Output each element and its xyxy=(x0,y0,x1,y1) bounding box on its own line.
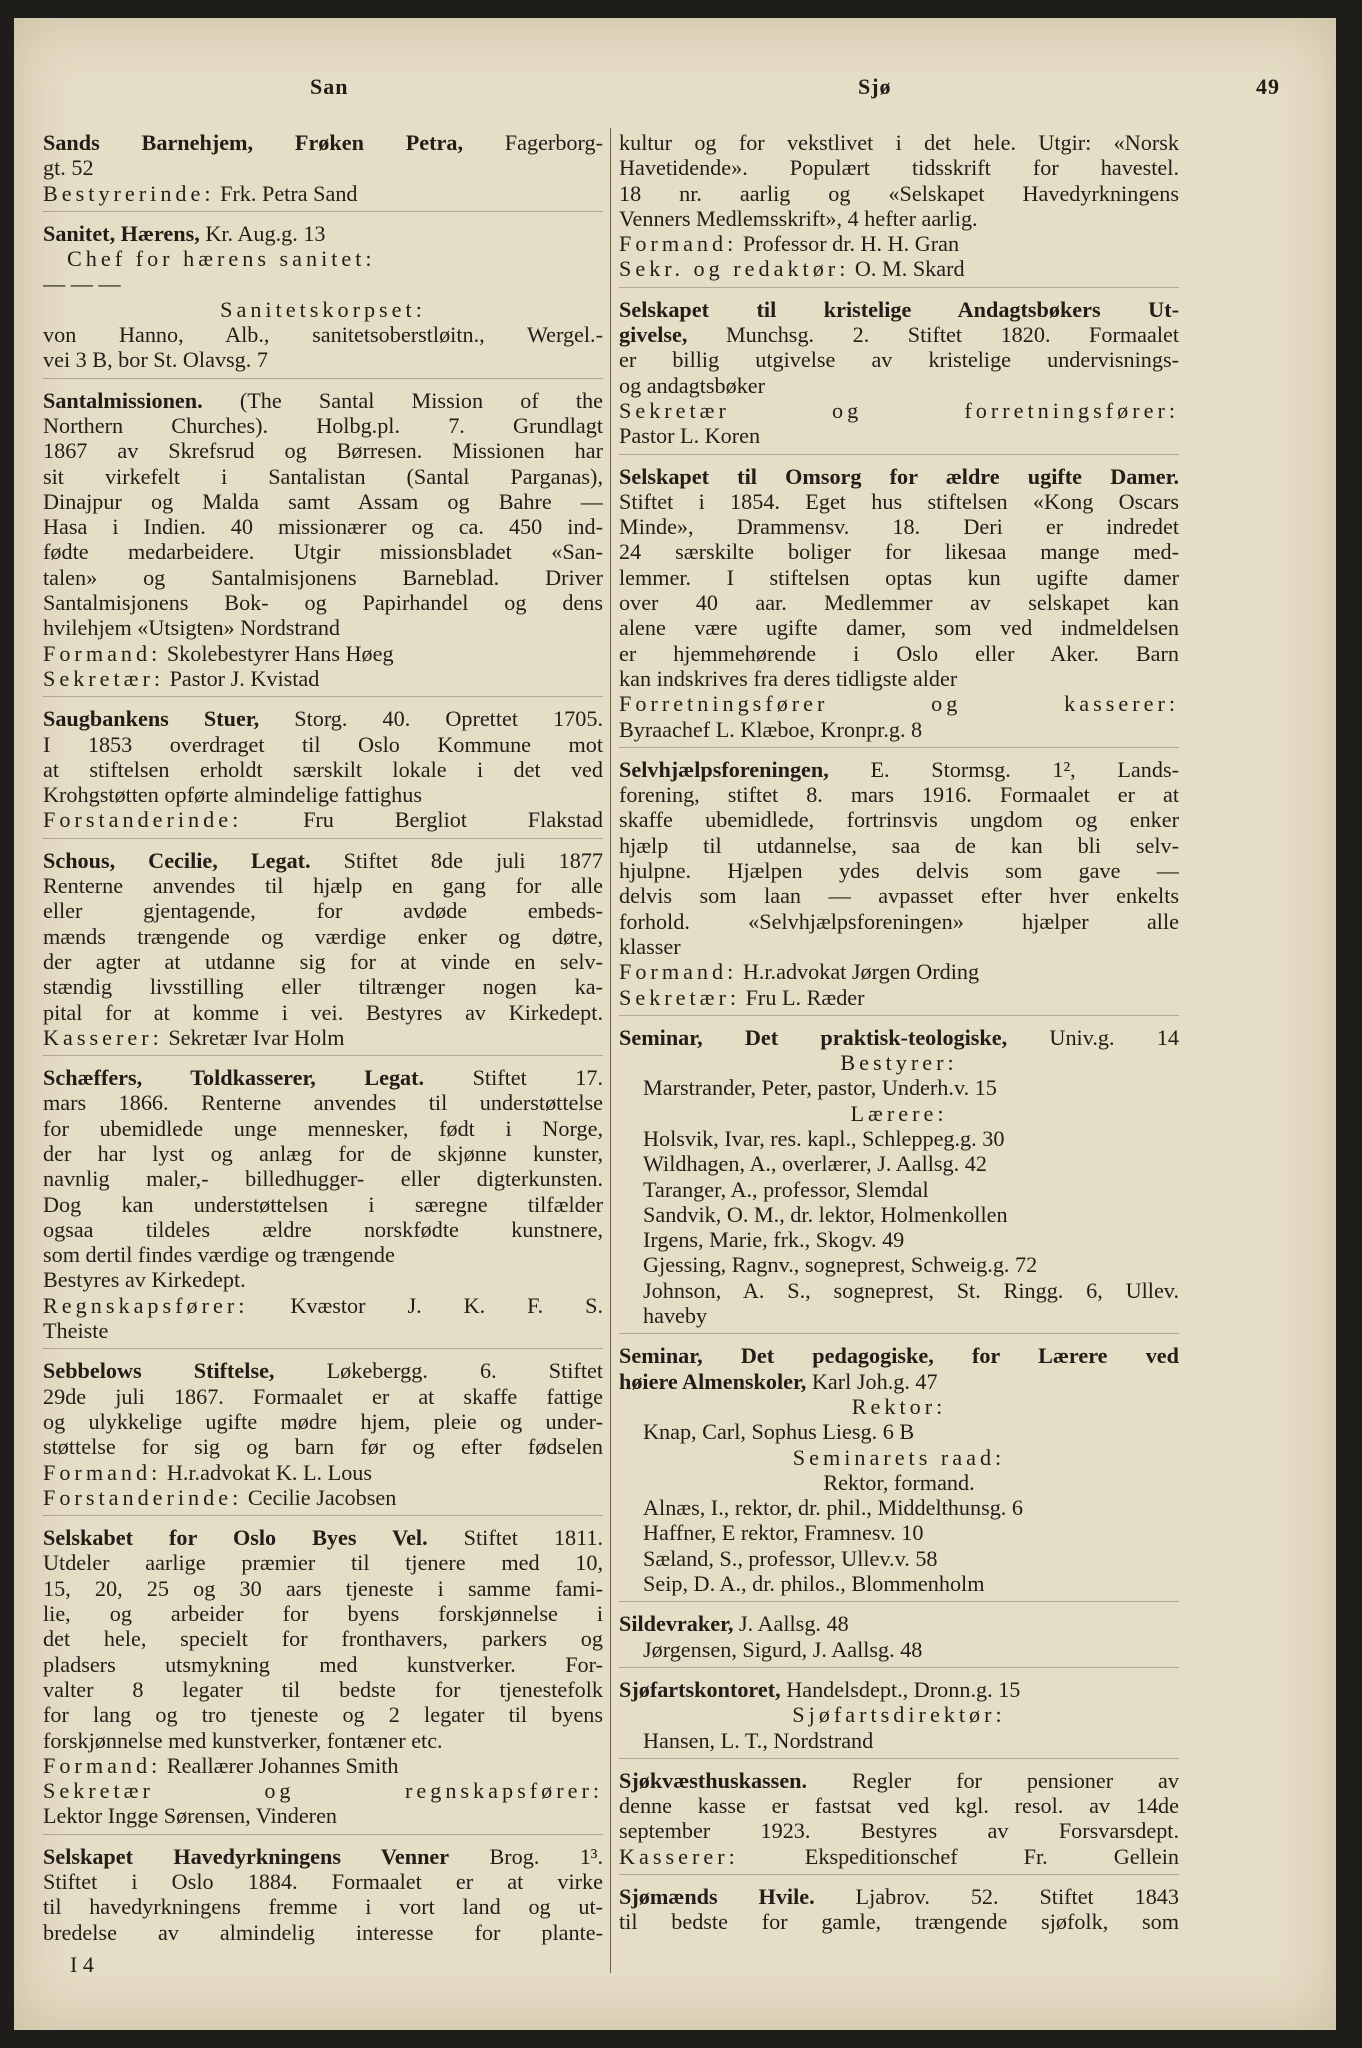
directory-entry xyxy=(619,130,1179,288)
text-line: og andagtsbøker xyxy=(619,372,766,398)
text-line: Alnæs, I., rektor, dr. phil., Middelthunsg. 6 xyxy=(643,1495,1023,1521)
text-line: haveby xyxy=(643,1303,708,1329)
text-line: valter 8 legater til bedste for tjenestefolk xyxy=(43,1676,603,1702)
text-line: Johnson, A. S., sogneprest, St. Ringg. 6, Ullev. xyxy=(643,1277,1179,1303)
text-line: pital for at komme i vei. Bestyres av Kirkedept. xyxy=(43,999,603,1025)
text-line: som dertil findes værdige og trængende xyxy=(43,1242,395,1268)
text-line: 1867 av Skrefsrud og Børresen. Missionen har xyxy=(43,438,603,464)
text-line: Holsvik, Ivar, res. kapl., Schleppeg.g. 30 xyxy=(643,1125,1005,1151)
text-line: er hjemmehørende i Oslo eller Aker. Barn xyxy=(619,640,1179,666)
text-line: at stiftelsen erholdt særskilt lokale i det ved xyxy=(43,756,603,782)
text-line: Bestyrerinde: Frk. Petra Sand xyxy=(43,180,358,206)
text-line: Minde», Drammensv. 18. Deri er indredet xyxy=(619,514,1179,540)
text-line: Forstanderinde: Cecilie Jacobsen xyxy=(43,1484,397,1510)
text-line: Saugbankens Stuer, Storg. 40. Oprettet 1705. xyxy=(43,706,603,732)
text-line: Venners Medlemsskrift», 4 hefter aarlig. xyxy=(619,205,978,231)
directory-entry xyxy=(43,1358,603,1516)
text-line: Gjessing, Ragnv., sogneprest, Schweig.g. 72 xyxy=(643,1252,1038,1278)
text-line: Wildhagen, A., overlærer, J. Aallsg. 42 xyxy=(643,1151,987,1177)
text-line: Selskapet til Omsorg for ældre ugifte Damer. xyxy=(619,463,1179,489)
text-line: det hele, specielt for fronthavers, parkers og xyxy=(43,1626,603,1652)
text-line: Regnskapsfører: Kvæstor J. K. F. S. xyxy=(43,1292,603,1318)
text-line: Schous, Cecilie, Legat. Stiftet 8de juli 1877 xyxy=(43,847,603,873)
text-line: lemmer. I stiftelsen optas kun ugifte damer xyxy=(619,564,1179,590)
text-line: von Hanno, Alb., sanitetsoberstløitn., Wergel.- xyxy=(43,322,603,348)
text-line: kultur og for vekstlivet i det hele. Utgir: «Norsk xyxy=(619,130,1179,155)
text-line: for lang og tro tjeneste og 2 legater til byens xyxy=(43,1702,603,1728)
text-line: Sekretær: Pastor J. Kvistad xyxy=(43,665,320,691)
text-line: Knap, Carl, Sophus Liesg. 6 B xyxy=(643,1419,915,1445)
text-line: bredelse av almindelig interesse for plante- xyxy=(43,1919,603,1945)
text-line: Utdeler aarlige præmier til tjenere med 10, xyxy=(43,1550,603,1576)
text-line: er billig utgivelse av kristelige undervisnings- xyxy=(619,347,1179,373)
text-line: gt. 52 xyxy=(43,155,94,181)
directory-entry xyxy=(43,1844,603,1950)
text-line: Formand: Professor dr. H. H. Gran xyxy=(619,231,960,257)
text-line: — — — xyxy=(43,271,121,297)
text-line: Kasserer: Ekspeditionschef Fr. Gellein xyxy=(619,1843,1179,1869)
text-line: til bedste for gamle, trængende sjøfolk, som xyxy=(619,1909,1179,1935)
text-line: Sjøfartskontoret, Handelsdept., Dronn.g. 15 xyxy=(619,1676,1021,1702)
text-line: Sæland, S., professor, Ullev.v. 58 xyxy=(643,1545,938,1571)
text-line: september 1923. Bestyres av Forsvarsdept. xyxy=(619,1818,1179,1844)
text-line: over 40 aar. Medlemmer av selskapet kan xyxy=(619,590,1179,616)
text-line: Bestyres av Kirkedept. xyxy=(43,1267,246,1293)
text-line: Pastor L. Koren xyxy=(619,423,761,449)
text-line: Seminar, Det praktisk-teologiske, Univ.g. 14 xyxy=(619,1024,1179,1050)
text-line: Sekretær og forretningsfører: xyxy=(619,397,1179,423)
text-line: pladsers utsmykning med kunstverker. For- xyxy=(43,1651,603,1677)
text-line: og ulykkelige ugifte mødre hjem, pleie og under- xyxy=(43,1408,603,1434)
page-number: 49 xyxy=(1256,74,1280,99)
right-column xyxy=(619,130,1179,1949)
text-line: Marstrander, Peter, pastor, Underh.v. 15 xyxy=(643,1075,997,1101)
text-line: hjulpne. Hjælpen ydes delvis som gave — xyxy=(619,858,1179,884)
text-line: Selskapet til kristelige Andagtsbøkers Ut- xyxy=(619,296,1179,322)
text-line: Northern Churches). Holbg.pl. 7. Grundlagt xyxy=(43,412,603,438)
text-line: vei 3 B, bor St. Olavsg. 7 xyxy=(43,347,268,373)
directory-entry xyxy=(619,464,1179,748)
text-line: der har lyst og anlæg for de skjønne kunster, xyxy=(43,1140,603,1166)
text-line: Sekr. og redaktør: O. M. Skard xyxy=(619,256,965,282)
text-line: Sands Barnehjem, Frøken Petra, Fagerborg- xyxy=(43,130,603,155)
text-line: forening, stiftet 8. mars 1916. Formaalet er at xyxy=(619,782,1179,808)
text-line: Krohgstøtten opførte almindelige fattighus xyxy=(43,782,422,808)
text-line: stændig livsstilling eller tiltrænger nogen ka- xyxy=(43,974,603,1000)
text-line: delvis som laan — avpasset efter hver enkelts xyxy=(619,883,1179,909)
text-line: Sandvik, O. M., dr. lektor, Holmenkollen xyxy=(643,1201,1008,1227)
directory-entry xyxy=(619,1611,1179,1668)
text-line: Sjøkvæsthuskassen. Regler for pensioner av xyxy=(619,1767,1179,1793)
text-line: Haffner, E rektor, Framnesv. 10 xyxy=(643,1520,924,1546)
text-line: Lektor Ingge Sørensen, Vinderen xyxy=(43,1803,338,1829)
text-line: til havedyrkningens fremme i vort land og ut- xyxy=(43,1894,603,1920)
text-line: Hasa i Indien. 40 missionærer og ca. 450 ind- xyxy=(43,514,603,540)
directory-entry xyxy=(43,130,603,212)
directory-entry xyxy=(43,221,603,379)
directory-entry xyxy=(619,1677,1179,1759)
column-divider xyxy=(610,128,611,1973)
text-line: Sekretær: Fru L. Ræder xyxy=(619,984,865,1010)
text-line: Renterne anvendes til hjælp en gang for alle xyxy=(43,873,603,899)
directory-entry xyxy=(43,848,603,1056)
text-line: Rektor: xyxy=(851,1393,947,1419)
running-head-left: San xyxy=(310,74,349,99)
scanned-page xyxy=(14,18,1336,2030)
text-line: skaffe ubemidlede, fortrinsvis ungdom og enker xyxy=(619,807,1179,833)
text-line: Formand: H.r.advokat Jørgen Ording xyxy=(619,959,980,985)
text-line: denne kasse er fastsat ved kgl. resol. av 14de xyxy=(619,1793,1179,1819)
text-line: Chef for hærens sanitet: xyxy=(67,246,376,272)
text-line: 15, 20, 25 og 30 aars tjeneste i samme fami- xyxy=(43,1575,603,1601)
text-line: Sebbelows Stiftelse, Løkebergg. 6. Stiftet xyxy=(43,1358,603,1384)
directory-entry xyxy=(619,1768,1179,1875)
text-line: Sekretær og regnskapsfører: xyxy=(43,1778,603,1804)
text-line: Schæffers, Toldkasserer, Legat. Stiftet 17. xyxy=(43,1065,603,1091)
text-line: givelse, Munchsg. 2. Stiftet 1820. Formaalet xyxy=(619,322,1179,348)
text-line: Sjøfartsdirektør: xyxy=(792,1702,1006,1728)
text-line: Sildevraker, J. Aallsg. 48 xyxy=(619,1611,849,1637)
text-line: Seip, D. A., dr. philos., Blommenholm xyxy=(643,1571,985,1597)
directory-entry xyxy=(619,1343,1179,1602)
directory-entry xyxy=(619,297,1179,455)
text-line: eller gjentagende, for avdøde embeds- xyxy=(43,898,603,924)
text-line: mars 1866. Renterne anvendes til understøttelse xyxy=(43,1090,603,1116)
text-line: Stiftet i Oslo 1884. Formaalet er at virke xyxy=(43,1869,603,1894)
text-line: Selskapet Havedyrkningens Venner Brog. 1³. xyxy=(43,1843,603,1869)
running-head-right: Sjø xyxy=(858,74,892,99)
text-line: der agter at utdanne sig for at vinde en selv- xyxy=(43,948,603,974)
text-line: lie, og arbeider for byens forskjønnelse i xyxy=(43,1601,603,1627)
text-line: Dinajpur og Malda samt Assam og Bahre — xyxy=(43,488,603,514)
text-line: Formand: Reallærer Johannes Smith xyxy=(43,1752,399,1778)
text-line: Formand: H.r.advokat K. L. Lous xyxy=(43,1459,373,1485)
text-line: Formand: Skolebestyrer Hans Høeg xyxy=(43,640,394,666)
text-line: Sjømænds Hvile. Ljabrov. 52. Stiftet 1843 xyxy=(619,1884,1179,1909)
text-line: Havetidende». Populært tidsskrift for havestel. xyxy=(619,155,1179,181)
directory-entry xyxy=(43,1525,603,1835)
text-line: Sanitetskorpset: xyxy=(220,296,426,322)
text-line: Kasserer: Sekretær Ivar Holm xyxy=(43,1024,345,1050)
text-line: Seminarets raad: xyxy=(792,1444,1006,1470)
text-line: Irgens, Marie, frk., Skogv. 49 xyxy=(643,1227,905,1253)
text-line: Forstanderinde: Fru Bergliot Flakstad xyxy=(43,807,603,833)
text-line: Stiftet i 1854. Eget hus stiftelsen «Kong Oscars xyxy=(619,488,1179,514)
text-line: sit virkefelt i Santalistan (Santal Parganas), xyxy=(43,463,603,489)
text-line: hjælp til utdannelse, saa de kan bli selv- xyxy=(619,832,1179,858)
text-line: fødte medarbeidere. Utgir missionsbladet «San- xyxy=(43,539,603,565)
directory-entry xyxy=(43,388,603,698)
text-line: Dog kan understøttelsen i særegne tilfælder xyxy=(43,1191,603,1217)
text-line: for ubemidlede unge mennesker, født i Norge, xyxy=(43,1115,603,1141)
directory-entry xyxy=(43,1065,603,1349)
text-line: Santalmissionen. (The Santal Mission of the xyxy=(43,387,603,413)
text-line: forhold. «Selvhjælpsforeningen» hjælper alle xyxy=(619,908,1179,934)
text-line: Theiste xyxy=(43,1318,109,1344)
directory-entry xyxy=(43,706,603,838)
text-line: Rektor, formand. xyxy=(823,1469,975,1495)
text-line: Selskabet for Oslo Byes Vel. Stiftet 1811. xyxy=(43,1525,603,1551)
text-line: Jørgensen, Sigurd, J. Aallsg. 48 xyxy=(643,1636,923,1662)
text-line: talen» og Santalmisjonens Barneblad. Driver xyxy=(43,564,603,590)
text-line: høiere Almenskoler, Karl Joh.g. 47 xyxy=(619,1368,938,1394)
text-line: Hansen, L. T., Nordstrand xyxy=(643,1727,874,1753)
left-column xyxy=(43,130,603,1959)
text-line: Bestyrer: xyxy=(840,1050,958,1076)
text-line: mænds trængende og værdige enker og døtre, xyxy=(43,923,603,949)
text-line: støttelse for sig og barn før og efter fødselen xyxy=(43,1434,603,1460)
text-line: Santalmisjonens Bok- og Papirhandel og dens xyxy=(43,590,603,616)
text-line: 24 særskilte boliger for likesaa mange med- xyxy=(619,539,1179,565)
text-line: navnlig maler,- billedhugger- eller digterkunsten. xyxy=(43,1166,603,1192)
text-line: 29de juli 1867. Formaalet er at skaffe fattige xyxy=(43,1383,603,1409)
text-line: ogsaa tildeles ældre norskfødte kunstnere, xyxy=(43,1216,603,1242)
text-line: klasser xyxy=(619,933,681,959)
signature-mark: I 4 xyxy=(70,1952,94,1977)
text-line: alene være ugifte damer, som ved indmeldelsen xyxy=(619,615,1179,641)
directory-entry xyxy=(619,1025,1179,1335)
directory-entry xyxy=(619,757,1179,1016)
text-line: Selvhjælpsforeningen, E. Stormsg. 1², Lands- xyxy=(619,756,1179,782)
text-line: Taranger, A., professor, Slemdal xyxy=(643,1176,929,1202)
text-line: Seminar, Det pedagogiske, for Lærere ved xyxy=(619,1343,1179,1369)
text-line: forskjønnelse med kunstverker, fontæner etc. xyxy=(43,1727,443,1753)
text-line: Forretningsfører og kasserer: xyxy=(619,691,1179,717)
text-line: Byraachef L. Klæboe, Kronpr.g. 8 xyxy=(619,716,923,742)
text-line: I 1853 overdraget til Oslo Kommune mot xyxy=(43,731,603,757)
text-line: kan indskrives fra deres tidligste alder xyxy=(619,665,958,691)
text-line: 18 nr. aarlig og «Selskapet Havedyrkningens xyxy=(619,180,1179,206)
text-line: Lærere: xyxy=(850,1100,948,1126)
directory-entry xyxy=(619,1884,1179,1940)
text-line: hvilehjem «Utsigten» Nordstrand xyxy=(43,615,341,641)
text-line: Sanitet, Hærens, Kr. Aug.g. 13 xyxy=(43,220,326,246)
